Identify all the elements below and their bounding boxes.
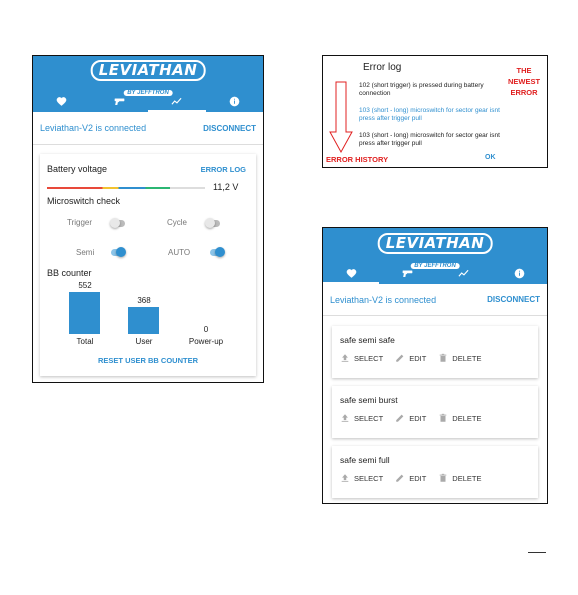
select-button[interactable]: SELECT [340, 413, 383, 423]
trash-icon [438, 353, 448, 363]
error-entry: 102 (short trigger) is pressed during battery connection [359, 82, 484, 97]
bb-value-user: 368 [137, 296, 151, 305]
trash-icon [438, 413, 448, 423]
battery-bar [47, 187, 205, 189]
profile-card [332, 326, 538, 378]
app-bar [33, 56, 263, 112]
profile-name: safe semi burst [340, 395, 398, 405]
info-icon [514, 268, 525, 279]
delete-button[interactable]: DELETE [438, 353, 481, 363]
app-bar [323, 228, 547, 284]
edit-button[interactable]: EDIT [395, 413, 426, 423]
delete-button[interactable]: DELETE [438, 473, 481, 483]
upload-icon [340, 353, 350, 363]
gun-icon [114, 96, 125, 107]
profile-name: safe semi full [340, 455, 390, 465]
info-icon [229, 96, 240, 107]
profile-card [332, 386, 538, 438]
switch-label-cycle: Cycle [167, 218, 188, 227]
heart-icon [346, 268, 357, 279]
battery-label: Battery voltage [47, 164, 108, 174]
tab-profiles[interactable] [33, 90, 91, 112]
tab-stats[interactable] [435, 262, 491, 284]
app-logo: LEVIATHAN BY JEFFTRON [378, 233, 493, 272]
select-button[interactable]: SELECT [340, 473, 383, 483]
disconnect-button[interactable]: DISCONNECT [487, 295, 540, 304]
battery-fill [47, 187, 170, 189]
page-rule [528, 552, 546, 553]
annotation-history: ERROR HISTORY [326, 155, 389, 164]
pencil-icon [395, 473, 405, 483]
error-log-dialog [322, 55, 548, 168]
error-entry-newest: 103 (short - long) microswitch for sector gear isnt press after trigger pull [359, 107, 500, 122]
connection-bar [323, 284, 547, 316]
tab-profiles[interactable] [323, 262, 379, 284]
microswitch-title: Microswitch check [47, 196, 121, 206]
chart-line-icon [458, 268, 469, 279]
connection-status: Leviathan-V2 is connected [40, 123, 147, 133]
delete-button[interactable]: DELETE [438, 413, 481, 423]
profiles-screen [322, 227, 548, 504]
tab-gun[interactable] [91, 90, 149, 112]
connection-status: Leviathan-V2 is connected [330, 294, 437, 305]
bb-label-powerup: Power-up [188, 337, 224, 346]
bb-bar-total [69, 292, 100, 334]
trigger-toggle [111, 220, 125, 227]
arrow-down-icon [329, 80, 353, 154]
upload-icon [340, 413, 350, 423]
connection-bar [33, 112, 263, 145]
semi-toggle [111, 249, 125, 256]
bb-label-total: Total [76, 337, 94, 346]
switch-label-semi: Semi [76, 248, 95, 257]
profile-name: safe semi safe [340, 335, 395, 345]
tab-stats[interactable] [148, 90, 206, 112]
cycle-toggle [206, 220, 220, 227]
error-entry: 103 (short - long) microswitch for sector gear isnt press after trigger pull [359, 132, 500, 147]
gun-icon [402, 268, 413, 279]
pencil-icon [395, 413, 405, 423]
edit-button[interactable]: EDIT [395, 353, 426, 363]
disconnect-button[interactable]: DISCONNECT [203, 123, 256, 133]
profile-card [332, 446, 538, 498]
tab-gun[interactable] [379, 262, 435, 284]
error-log-button[interactable]: ERROR LOG [200, 165, 246, 174]
reset-bb-button[interactable]: RESET USER BB COUNTER [97, 356, 198, 365]
switch-label-auto: AUTO [168, 248, 191, 257]
pencil-icon [395, 353, 405, 363]
bb-label-user: User [135, 337, 153, 346]
tab-info[interactable] [491, 262, 547, 284]
bb-counter-title: BB counter [47, 268, 92, 278]
annotation-newest: THE NEWEST ERROR [507, 66, 541, 97]
status-card [40, 154, 256, 376]
ok-button[interactable]: OK [485, 154, 496, 161]
select-button[interactable]: SELECT [340, 353, 383, 363]
battery-value: 11,2 V [213, 182, 239, 192]
trash-icon [438, 473, 448, 483]
bb-value-powerup: 0 [203, 325, 209, 334]
app-logo: LEVIATHAN BY JEFFTRON [91, 60, 206, 99]
bb-value-total: 552 [78, 281, 92, 290]
error-log-title: Error log [363, 62, 402, 73]
heart-icon [56, 96, 67, 107]
tab-info[interactable] [206, 90, 264, 112]
bb-bar-user [128, 307, 159, 334]
edit-button[interactable]: EDIT [395, 473, 426, 483]
auto-toggle [210, 249, 224, 256]
upload-icon [340, 473, 350, 483]
chart-line-icon [171, 96, 182, 107]
status-screen [32, 55, 264, 383]
tab-bar [323, 262, 547, 284]
tab-bar [33, 90, 263, 112]
switch-label-trigger: Trigger [67, 218, 93, 227]
